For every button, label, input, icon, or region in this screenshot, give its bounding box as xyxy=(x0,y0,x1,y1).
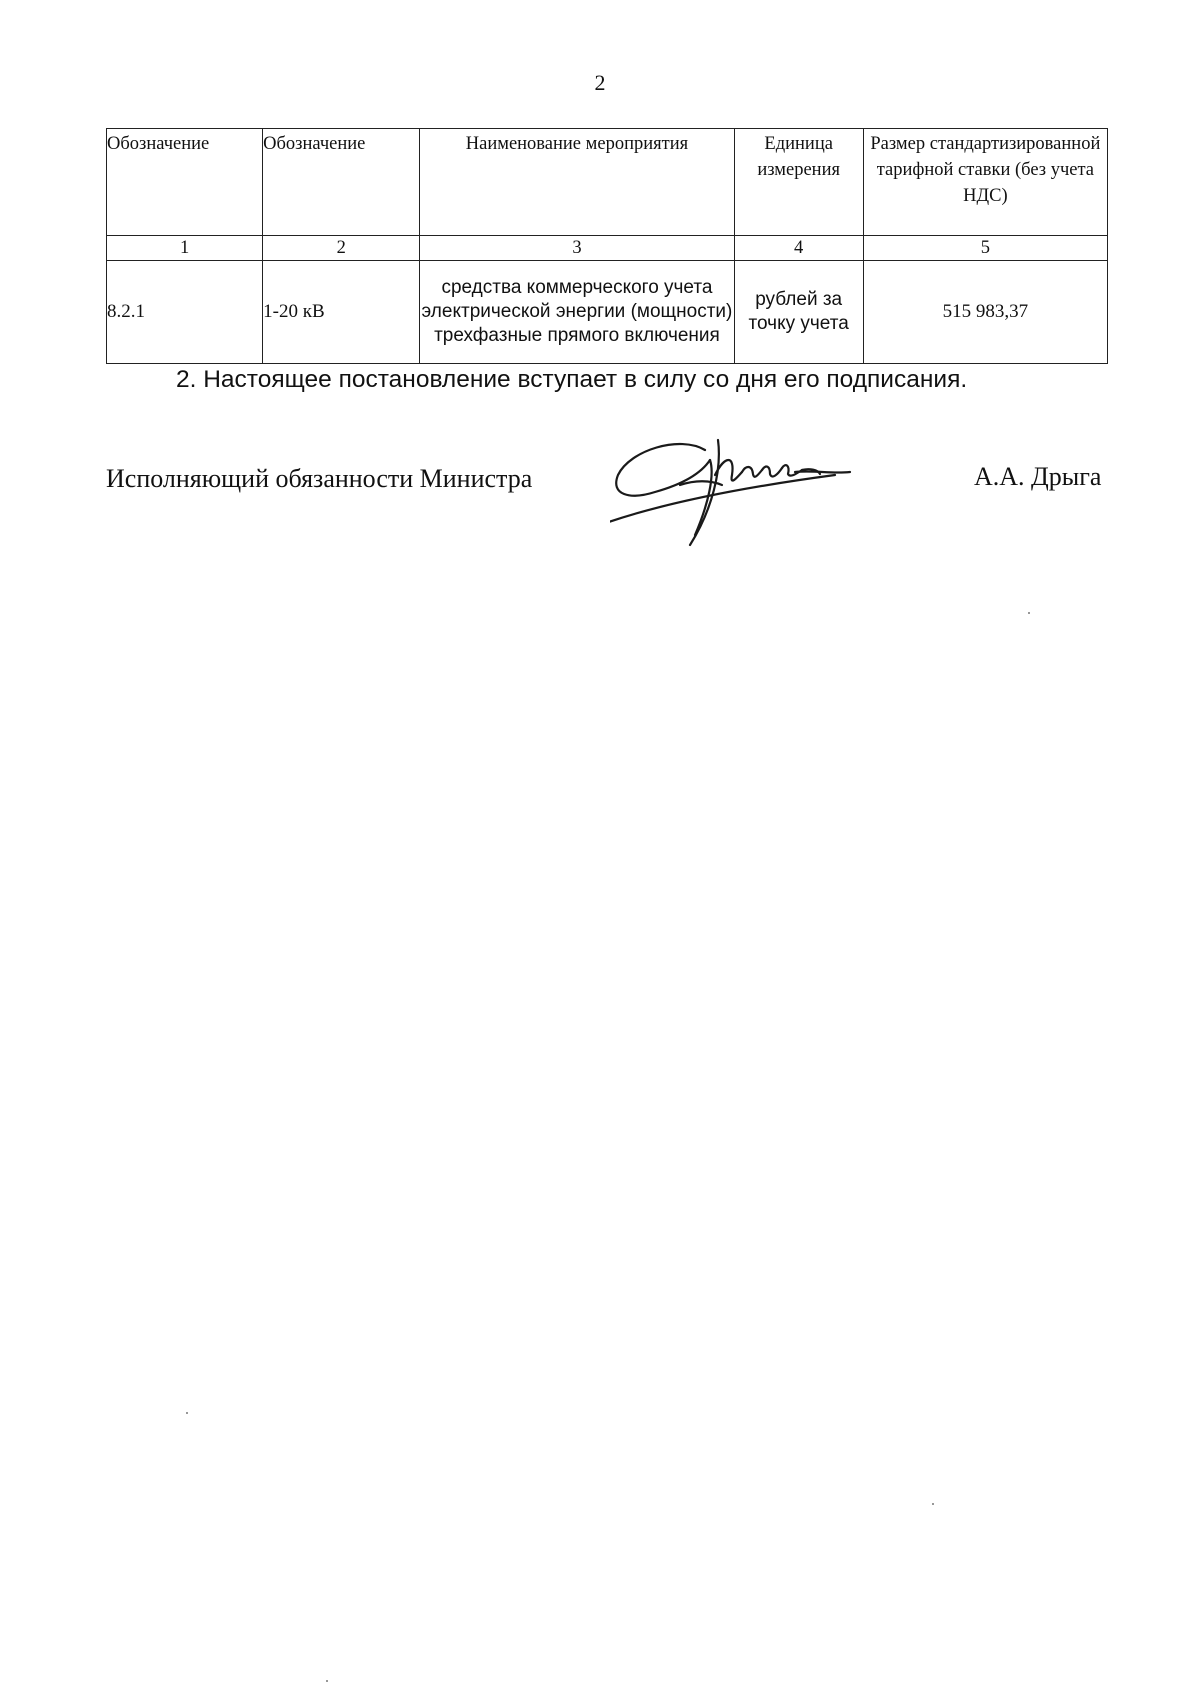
page-number: 2 xyxy=(594,70,606,95)
signatory-name: А.А. Дрыга xyxy=(974,462,1102,491)
header-designation-1: Обозначение xyxy=(107,129,263,236)
table-column-number-row xyxy=(107,236,1108,261)
table-row xyxy=(107,261,1108,364)
table-header-row xyxy=(107,129,1108,236)
cell-voltage: 1-20 кВ xyxy=(263,261,420,364)
tariff-table xyxy=(106,128,1108,364)
header-rate: Размер стандартизированной тарифной ставки (без учета НДС) xyxy=(863,129,1107,236)
scan-speck xyxy=(1028,612,1030,614)
cell-code: 8.2.1 xyxy=(107,261,263,364)
column-number-2: 2 xyxy=(263,236,420,261)
column-number-3: 3 xyxy=(420,236,734,261)
header-activity-name: Наименование мероприятия xyxy=(420,129,734,236)
scan-speck xyxy=(326,1680,328,1682)
cell-unit: рублей за точку учета xyxy=(734,261,863,364)
column-number-1: 1 xyxy=(107,236,263,261)
scan-speck xyxy=(186,1412,188,1414)
cell-activity: средства коммерческого учета электрической энергии (мощности) трехфазные прямого включения xyxy=(420,261,734,364)
column-number-5: 5 xyxy=(863,236,1107,261)
header-unit: Единица измерения xyxy=(734,129,863,236)
cell-rate: 515 983,37 xyxy=(863,261,1107,364)
header-designation-2: Обозначение xyxy=(263,129,420,236)
signature-icon xyxy=(610,430,910,570)
signatory-title: Исполняющий обязанности Министра xyxy=(106,464,533,493)
clause-effective-date: 2. Настоящее постановление вступает в силу со дня его подписания. xyxy=(176,366,968,393)
scan-speck xyxy=(932,1503,934,1505)
column-number-4: 4 xyxy=(734,236,863,261)
